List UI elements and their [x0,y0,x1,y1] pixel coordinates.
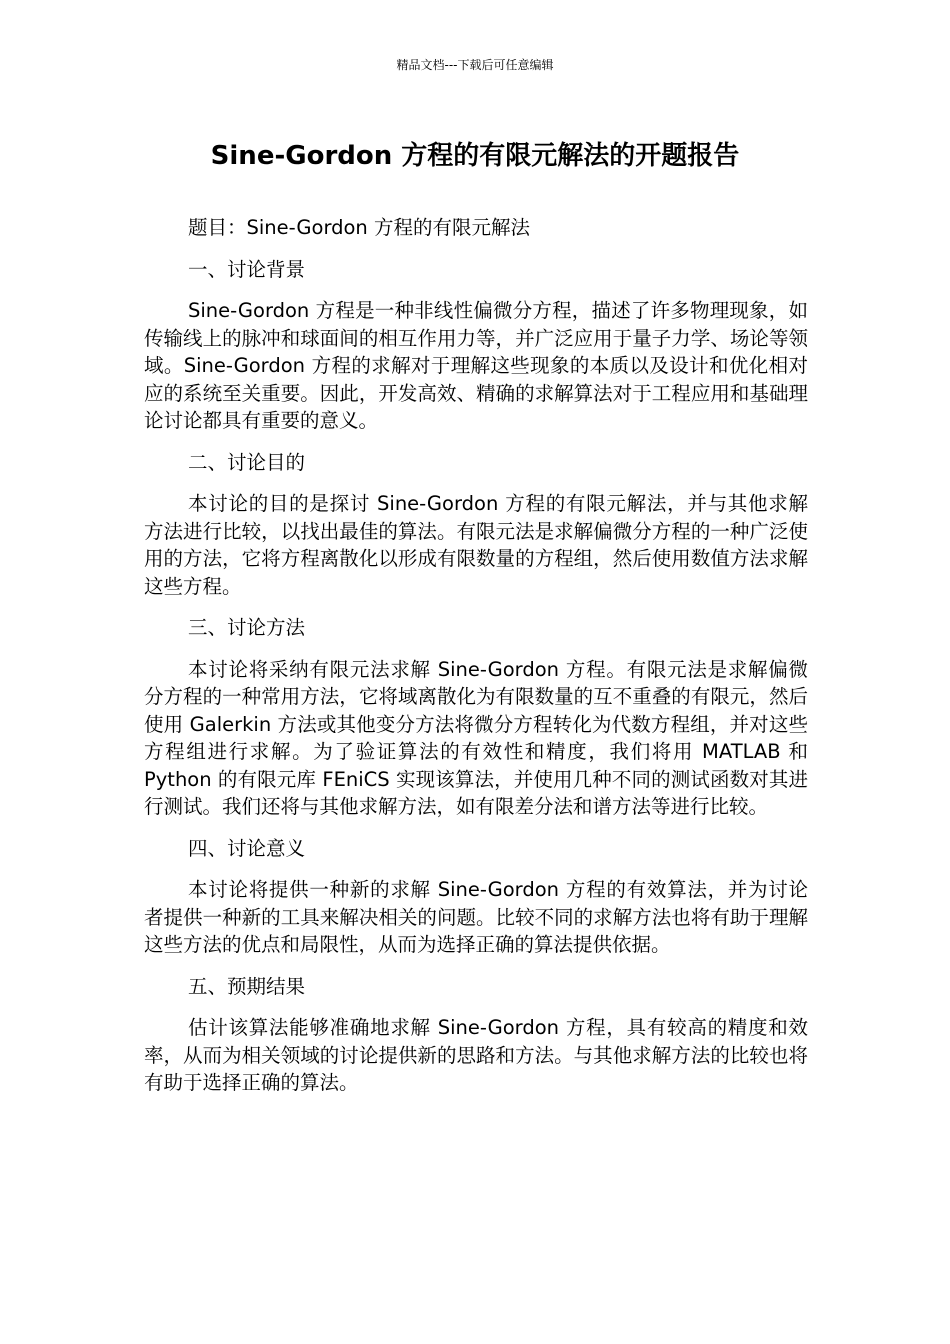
document-title: Sine-Gordon 方程的有限元解法的开题报告 [210,141,740,171]
section-heading-expected-results: 五、预期结果 [188,974,306,998]
section-body-significance: 本讨论将提供一种新的求解 Sine-Gordon 方程的有效算法，并为讨论者提供一种新的工具来解决相关的问题。比较不同的求解方法也将有助于理解这些方法的优点和局限性，从而为选择正确的算法提供依据。 [144,878,808,956]
section-body-background: Sine-Gordon 方程是一种非线性偏微分方程，描述了许多物理现象，如传输线上的脉冲和球面间的相互作用力等，并广泛应用于量子力学、场论等领域。Sine-Gordon 方程的求解对于理解这些现象的本质以及设计和优化相对应的系统至关重要。因此，开发高效、精确的求解算法对于工程应用和基础理论讨论都具有重要的意义。 [144,299,808,432]
section-heading-background: 一、讨论背景 [188,257,306,281]
subject-line: 题目：Sine-Gordon 方程的有限元解法 [188,216,530,239]
section-body-expected-results: 估计该算法能够准确地求解 Sine-Gordon 方程，具有较高的精度和效率，从而为相关领域的讨论提供新的思路和方法。与其他求解方法的比较也将有助于选择正确的算法。 [144,1016,808,1094]
document-body [144,214,808,1111]
section-heading-significance: 四、讨论意义 [188,836,306,860]
section-heading-method: 三、讨论方法 [188,616,306,639]
section-body-method: 本讨论将采纳有限元法求解 Sine-Gordon 方程。有限元法是求解偏微分方程的一种常用方法，它将域离散化为有限数量的互不重叠的有限元，然后使用 Galerkin 方法或其他变分方法将微分方程转化为代数方程组，并对这些方程组进行求解。为了验证算法的有效性和精度，我们将用 MATLAB 和 Python 的有限元库 FEniCS 实现该算法，并使用几种不同的测试函数对其进行测试。我们还将与其他求解方法，如有限差分法和谱方法等进行比较。 [144,657,808,818]
section-body-purpose: 本讨论的目的是探讨 Sine-Gordon 方程的有限元解法，并与其他求解方法进行比较，以找出最佳的算法。有限元法是求解偏微分方程的一种广泛使用的方法，它将方程离散化以形成有限数量的方程组，然后使用数值方法求解这些方程。 [144,492,808,598]
page-header: 精品文档---下载后可任意编辑 [396,58,554,72]
section-heading-purpose: 二、讨论目的 [188,450,306,474]
